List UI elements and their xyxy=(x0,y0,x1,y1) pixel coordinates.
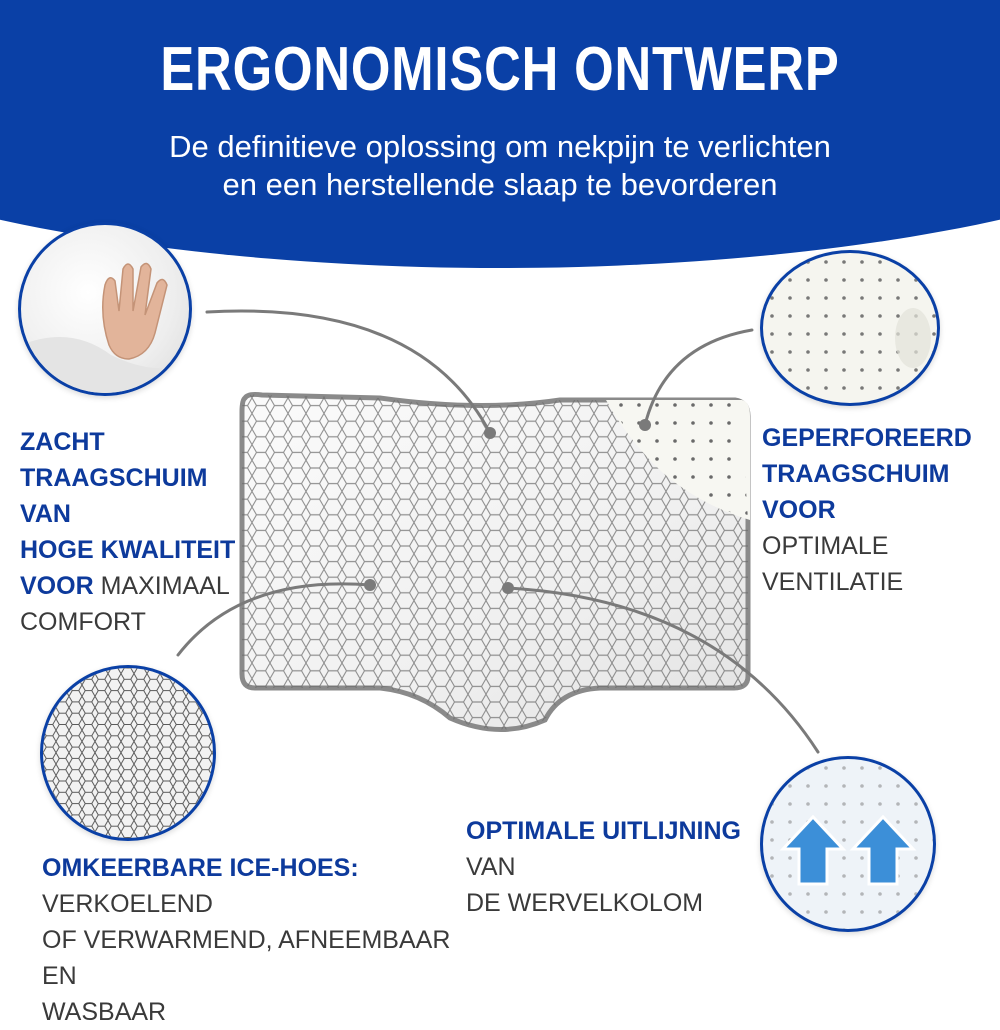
feature-perforated-line-3: OPTIMALE VENTILATIE xyxy=(762,532,904,596)
feature-alignment-line-1-rest: VAN xyxy=(466,853,516,881)
ice-cover-photo xyxy=(40,665,216,841)
feature-memory-foam-line-3: HOGE KWALITEIT xyxy=(20,536,236,564)
feature-memory-foam xyxy=(20,424,240,640)
feature-alignment-line-1 xyxy=(466,813,756,885)
subtitle-line-1: De definitieve oplossing om nekpijn te verlichten xyxy=(169,129,831,164)
feature-ice-cover-line-1 xyxy=(42,850,462,922)
anchor-dot-ice-cover xyxy=(364,579,376,591)
feature-alignment-line-2: DE WERVELKOLOM xyxy=(466,889,704,917)
feature-alignment xyxy=(466,813,756,921)
feature-alignment-line-1-bold: OPTIMALE UITLIJNING xyxy=(466,817,741,845)
feature-memory-foam-line-5: COMFORT xyxy=(20,608,146,636)
perforated-foam-photo xyxy=(760,250,940,406)
feature-ice-cover-line-1-bold: OMKEERBARE ICE-HOES: xyxy=(42,854,359,882)
page-title: ERGONOMISCH ONTWERP xyxy=(160,35,840,104)
feature-perforated-line-1: GEPERFOREERD xyxy=(762,424,972,452)
feature-memory-foam-line-4-bold: VOOR xyxy=(20,572,94,600)
feature-perforated-line-2: TRAAGSCHUIM VOOR xyxy=(762,460,950,524)
feature-ice-cover-line-3: WASBAAR xyxy=(42,998,167,1026)
hand-icon xyxy=(103,263,167,359)
feature-memory-foam-line-4 xyxy=(20,568,240,604)
anchor-dot-memory-foam xyxy=(484,427,496,439)
feature-memory-foam-line-4-rest: MAXIMAAL xyxy=(93,572,230,600)
subtitle-line-2: en een herstellende slaap te bevorderen xyxy=(222,167,778,202)
feature-memory-foam-line-1: ZACHT xyxy=(20,428,105,456)
feature-memory-foam-line-2: TRAAGSCHUIM VAN xyxy=(20,464,208,528)
anchor-dot-alignment xyxy=(502,582,514,594)
feature-perforated xyxy=(762,420,998,600)
feature-ice-cover-line-2: OF VERWARMEND, AFNEEMBAAR EN xyxy=(42,926,451,990)
pillow-body xyxy=(240,390,760,740)
memory-foam-photo xyxy=(18,222,192,396)
alignment-photo xyxy=(760,756,936,932)
feature-ice-cover-line-1-rest: VERKOELEND xyxy=(42,890,213,918)
feature-ice-cover xyxy=(42,850,462,1030)
anchor-dot-perforated xyxy=(639,419,651,431)
